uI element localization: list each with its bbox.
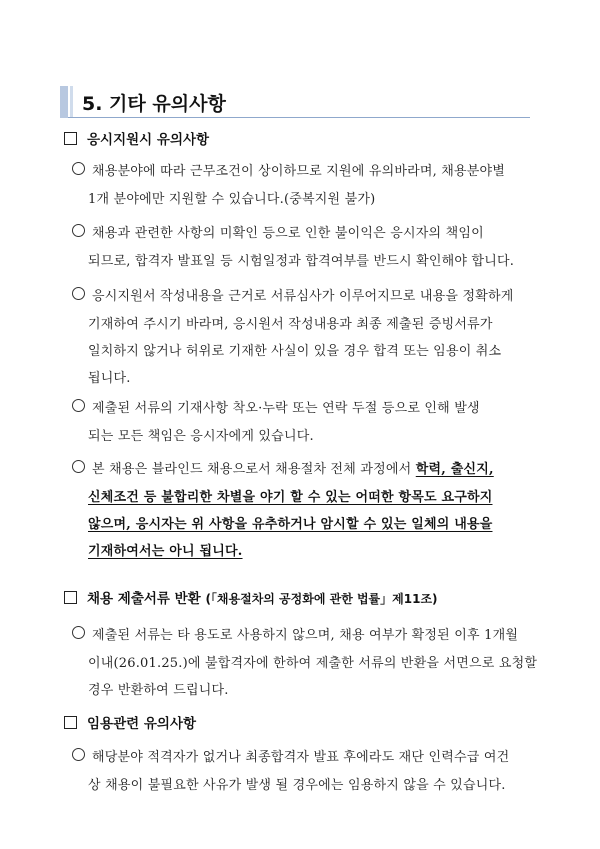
section-title: 5. 기타 유의사항: [82, 93, 226, 115]
subheading-appointment: [64, 712, 196, 732]
checkbox-square-icon: [64, 716, 77, 729]
item-line: 경우 반환하여 드립니다.: [88, 683, 229, 698]
item-line: 응시지원서 작성내용을 근거로 서류심사가 이루어지므로 내용을 정확하게: [92, 289, 514, 304]
section-header: [60, 86, 530, 118]
emphasis-line: 기재하여서는 아니 됩니다.: [88, 544, 243, 559]
item-line: [92, 458, 494, 477]
circle-bullet-icon: [72, 626, 85, 639]
section-underline: [68, 117, 530, 118]
item-line: 이내(26.01.25.)에 불합격자에 한하여 제출한 서류의 반환을 서면으로 요청할: [88, 656, 538, 671]
item-line: 제출된 서류는 타 용도로 사용하지 않으며, 채용 여부가 확정된 이후 1개월: [92, 628, 519, 643]
subheading-text: 임용관련 유의사항: [87, 716, 197, 732]
item-line: 제출된 서류의 기재사항 착오·누락 또는 연락 두절 등으로 인해 발생: [92, 401, 480, 416]
circle-bullet-icon: [72, 748, 85, 761]
subheading-note: (「채용절차의 공정화에 관한 법률」제11조): [205, 592, 438, 606]
item-text: 본 채용은 블라인드 채용으로서 채용절차 전체 과정에서: [92, 462, 416, 477]
section-accent-bar: [60, 86, 68, 118]
circle-bullet-icon: [72, 287, 85, 300]
item-line: 채용분야에 따라 근무조건이 상이하므로 지원에 유의바라며, 채용분야별: [92, 164, 506, 179]
subheading-text: 응시지원시 유의사항: [87, 132, 210, 148]
item-line: 해당분야 적격자가 없거나 최종합격자 발표 후에라도 재단 인력수급 여건: [92, 750, 510, 765]
subheading-application: [64, 128, 209, 148]
item-line: 됩니다.: [88, 371, 131, 386]
item-line: 일치하지 않거나 허위로 기재한 사실이 있을 경우 합격 또는 임용이 취소: [88, 344, 502, 359]
item-line: 채용과 관련한 사항의 미확인 등으로 인한 불이익은 응시자의 책임이: [92, 226, 484, 241]
item-line: 기재하여 주시기 바라며, 응시원서 작성내용과 최종 제출된 증빙서류가: [88, 317, 493, 332]
circle-bullet-icon: [72, 399, 85, 412]
emphasis-line: 신체조건 등 불합리한 차별을 야기 할 수 있는 어떠한 항목도 요구하지: [88, 490, 493, 505]
circle-bullet-icon: [72, 460, 85, 473]
item-line: 1개 분야에만 지원할 수 있습니다.(중복지원 불가): [88, 192, 376, 207]
item-line: 되는 모든 책임은 응시자에게 있습니다.: [88, 429, 314, 444]
emphasis-text: 학력, 출신지,: [415, 462, 494, 477]
circle-bullet-icon: [72, 224, 85, 237]
subheading-document-return: [64, 587, 438, 607]
subheading-text: 채용 제출서류 반환: [87, 591, 201, 607]
item-line: 상 채용이 불필요한 사유가 발생 될 경우에는 임용하지 않을 수 있습니다.: [88, 778, 506, 793]
checkbox-square-icon: [64, 591, 77, 604]
circle-bullet-icon: [72, 162, 85, 175]
section-accent-bar-thin: [70, 86, 73, 118]
checkbox-square-icon: [64, 132, 77, 145]
item-line: 되므로, 합격자 발표일 등 시험일정과 합격여부를 반드시 확인해야 합니다.: [88, 254, 515, 269]
emphasis-line: 않으며, 응시자는 위 사항을 유추하거나 암시할 수 있는 일체의 내용을: [88, 517, 493, 532]
